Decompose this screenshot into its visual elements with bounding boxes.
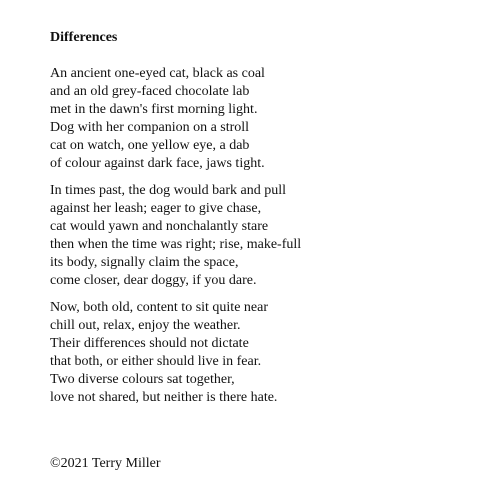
stanza-1 [50,65,470,173]
poem-line: An ancient one-eyed cat, black as coal [50,66,265,81]
poem-line: cat on watch, one yellow eye, a dab [50,138,250,153]
poem-line: cat would yawn and nonchalantly stare [50,219,269,234]
poem-line: chill out, relax, enjoy the weather. [50,318,241,333]
poem-line: then when the time was right; rise, make-full [50,237,302,252]
poem-line: and an old grey-faced chocolate lab [50,84,250,99]
poem-line: Dog with her companion on a stroll [50,120,250,135]
poem-line: In times past, the dog would bark and pull [50,183,287,198]
poem-line: that both, or either should live in fear. [50,354,262,369]
poem-line: come closer, dear doggy, if you dare. [50,273,257,288]
poem-title: Differences [50,30,118,45]
poem-line: Their differences should not dictate [50,336,249,351]
poem-line: of colour against dark face, jaws tight. [50,156,265,171]
stanza-2 [50,182,470,290]
poem-line: love not shared, but neither is there hate. [50,390,278,405]
stanza-3 [50,299,470,407]
poem-line: Now, both old, content to sit quite near [50,300,268,315]
copyright-notice: ©2021 Terry Miller [50,456,161,471]
poem-line: against her leash; eager to give chase, [50,201,262,216]
poem-line: Two diverse colours sat together, [50,372,235,387]
poem-line: met in the dawn's first morning light. [50,102,258,117]
poem-line: its body, signally claim the space, [50,255,239,270]
